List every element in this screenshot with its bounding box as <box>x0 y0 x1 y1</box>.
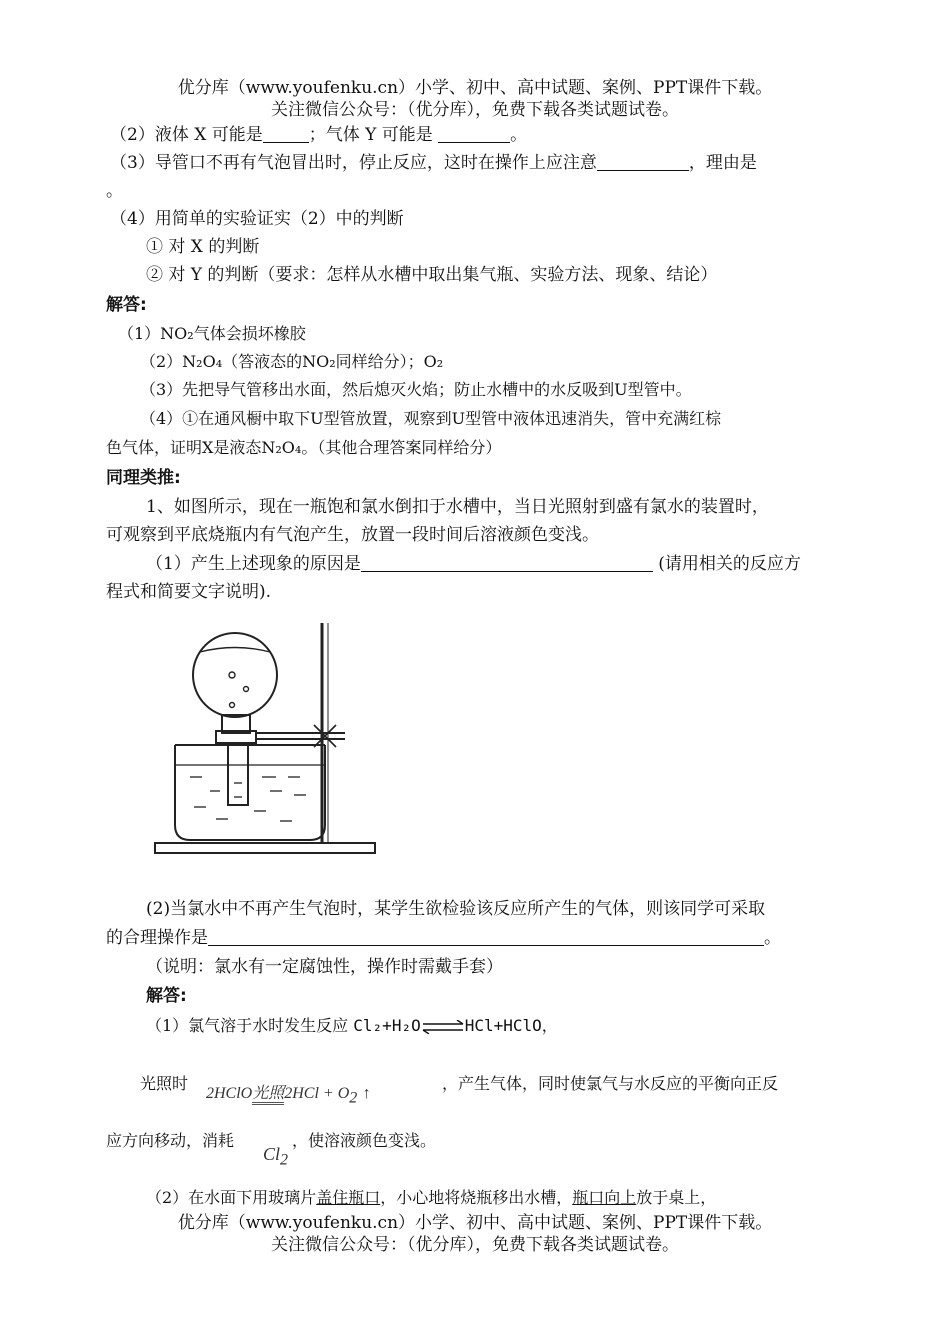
q2-blank-y <box>438 124 510 143</box>
hclo-eq-subscript: 2 <box>349 1089 358 1107</box>
apparatus-figure <box>150 615 400 865</box>
q2-text-b: ；气体 Y 可能是 <box>308 125 433 145</box>
analogy-p1-line2: 可观察到平底烧瓶内有气泡产生，放置一段时间后溶液颜色变浅。 <box>106 525 599 545</box>
answer-1-1: （1）NO₂气体会损坏橡胶 <box>118 324 306 343</box>
answer-1-2: （2）N₂O₄（答液态的NO₂同样给分）；O₂ <box>140 352 444 371</box>
answer-heading-1: 解答: <box>106 295 147 315</box>
water-trough <box>175 745 325 840</box>
answer-2-1 <box>146 1015 558 1037</box>
analogy-q1-line2: 程式和简要文字说明). <box>106 582 272 602</box>
analogy-heading: 同理类推: <box>106 468 181 488</box>
analogy-q1-text-b: (请用相关的反应方 <box>658 554 801 574</box>
q2-text-a: （2）液体 X 可能是 <box>110 125 263 145</box>
hclo-decomposition-equation <box>206 1082 371 1109</box>
footer-line-2: 关注微信公众号：（优分库），免费下载各类试题试卷。 <box>271 1235 679 1255</box>
answer-heading-2: 解答: <box>146 986 187 1006</box>
gas-arrow-icon: ↑ <box>362 1085 371 1102</box>
question-4-1: ① 对 X 的判断 <box>146 237 260 257</box>
answer-2-2-text-b: ，产生气体，同时使氯气与水反应的平衡向正反 <box>442 1074 779 1093</box>
analogy-q2-text-a: 的合理操作是 <box>106 928 208 948</box>
header-line-2: 关注微信公众号：（优分库），免费下载各类试题试卷。 <box>271 100 679 120</box>
chlorine-water-equation-right: HCl+HClO <box>464 1016 542 1035</box>
answer-1-4-line1: （4）①在通风橱中取下U型管放置，观察到U型管中液体迅速消失，管中充满红棕 <box>140 409 722 428</box>
answer-2-4-text-c: 放于桌上， <box>636 1188 717 1207</box>
hclo-eq-left: 2HClO <box>206 1085 253 1102</box>
q3-blank <box>597 152 689 171</box>
bubbles <box>229 672 249 708</box>
q3-end: 。 <box>106 181 123 201</box>
analogy-note: （说明：氯水有一定腐蚀性，操作时需戴手套） <box>146 957 503 977</box>
analogy-q1 <box>146 553 801 575</box>
answer-2-4-text-b: ，小心地将烧瓶移出水槽， <box>380 1188 573 1207</box>
analogy-q2-text-b: 。 <box>764 928 781 948</box>
answer-2-4-underline-1: 盖住瓶口 <box>316 1188 381 1207</box>
analogy-q2-blank <box>208 927 764 946</box>
q2-text-c: 。 <box>510 125 528 145</box>
answer-2-1-text: （1）氯气溶于水时发生反应 <box>146 1016 349 1035</box>
analogy-q2-line1: (2)当氯水中不再产生气泡时，某学生欲检验该反应所产生的气体，则该同学可采取 <box>146 899 766 919</box>
cl2-formula <box>263 1143 288 1171</box>
answer-2-3-text-b: ，使溶液颜色变浅。 <box>292 1131 437 1150</box>
answer-2-3-text-a: 应方向移动，消耗 <box>106 1131 235 1150</box>
cl2-symbol: Cl <box>263 1144 281 1164</box>
answer-1-3: （3）先把导气管移出水面，然后熄灭火焰；防止水槽中的水反吸到U型管中。 <box>140 380 692 399</box>
chlorine-water-equation-left: Cl₂+H₂O <box>353 1016 421 1035</box>
q3-text-a: （3）导管口不再有气泡冒出时，停止反应，这时在操作上应注意 <box>110 153 597 173</box>
answer-2-2 <box>140 1073 188 1095</box>
analogy-q1-blank <box>361 553 653 572</box>
footer-line-1: 优分库（www.youfenku.cn）小学、初中、高中试题、案例、PPT课件下载。 <box>177 1213 773 1233</box>
answer-1-4-line2: 色气体，证明X是液态N₂O₄。（其他合理答案同样给分） <box>106 438 502 457</box>
equilibrium-arrow-icon <box>421 1020 465 1034</box>
question-4: （4）用简单的实验证实（2）中的判断 <box>110 209 404 229</box>
answer-2-4-underline-2: 瓶口向上 <box>572 1188 637 1207</box>
header-line-1: 优分库（www.youfenku.cn）小学、初中、高中试题、案例、PPT课件下载。 <box>177 78 773 98</box>
question-4-2: ② 对 Y 的判断（要求：怎样从水槽中取出集气瓶、实验方法、现象、结论） <box>146 265 718 285</box>
analogy-p1-line1: 1、如图所示，现在一瓶饱和氯水倒扣于水槽中，当日光照射到盛有氯水的装置时， <box>146 497 769 517</box>
answer-2-1-comma: ， <box>541 1016 558 1035</box>
hclo-eq-condition: 光照 <box>252 1085 284 1105</box>
answer-2-3 <box>106 1130 234 1152</box>
question-2 <box>110 124 527 146</box>
flask-tube <box>228 743 248 805</box>
stand-base <box>155 843 375 853</box>
q2-blank-x <box>263 124 309 143</box>
analogy-q1-text-a: （1）产生上述现象的原因是 <box>146 554 361 574</box>
answer-2-2-text-a: 光照时 <box>140 1074 189 1093</box>
answer-2-4-text-a: （2）在水面下用玻璃片 <box>146 1188 317 1207</box>
cl2-subscript: 2 <box>280 1151 289 1169</box>
answer-2-4 <box>146 1187 716 1209</box>
hclo-eq-right: 2HCl + O <box>284 1085 350 1102</box>
q3-text-b: ，理由是 <box>688 153 757 173</box>
analogy-q2-line2 <box>106 927 781 949</box>
question-3 <box>110 152 757 174</box>
